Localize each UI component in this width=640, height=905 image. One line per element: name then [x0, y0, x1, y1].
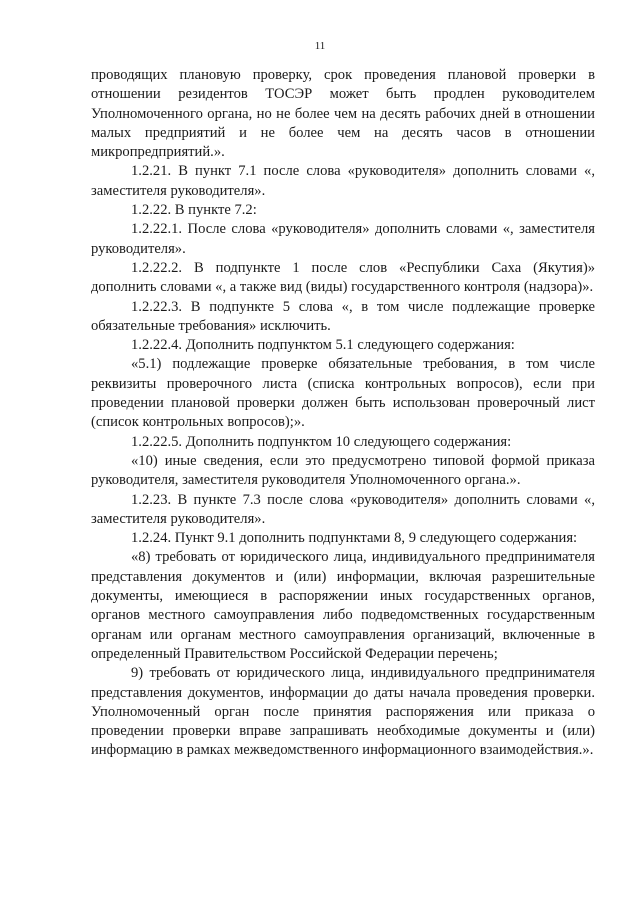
paragraph-quote-10: «10) иные сведения, если это предусмотрено типовой формой приказа руководителя, заместителя руководителя Уполномоченного органа.».	[91, 452, 595, 489]
paragraph-item-9: 9) требовать от юридического лица, индивидуального предпринимателя представления документов, информации до даты начала проведения проверки. Уполномоченный орган после принятия распоряжения или приказа о проведении проверки вправе запрашивать необходимые документы и (или) информацию в рамках межведомственного информационного взаимодействия.».	[91, 665, 595, 759]
paragraph-1-2-22-5: 1.2.22.5. Дополнить подпунктом 10 следующего содержания:	[131, 433, 512, 450]
paragraph-1-2-22-3: 1.2.22.3. В подпункте 5 слова «, в том числе подлежащие проверке обязательные требования» исключить.	[91, 298, 595, 334]
paragraph-1-2-22-2: 1.2.22.2. В подпункте 1 после слов «Республики Саха (Якутия)» дополнить словами «, а также вид (виды) государственного контроля (надзора)».	[91, 259, 595, 296]
paragraph-1-2-21: 1.2.21. В пункт 7.1 после слова «руководителя» дополнить словами «, заместителя руководителя».	[91, 163, 595, 199]
paragraph-continuation: проводящих плановую проверку, срок проведения плановой проверки в отношении резидентов ТОСЭР может быть продлен руководителем Уполномоченного органа, но не более чем на десять рабочих дней в отношении малых предприятий и не более чем на десять часов в отношении микропредприятий.».	[91, 67, 595, 161]
paragraph-1-2-23: 1.2.23. В пункте 7.3 после слова «руководителя» дополнить словами «, заместителя руководителя».	[91, 491, 595, 527]
paragraph-quote-8: «8) требовать от юридического лица, индивидуального предпринимателя представления документов и (или) информации, включая разрешительные документы, имеющиеся в распоряжении иных государственных органов, органов местного самоуправления либо подведомственных государственным органам или органам местного самоуправления организаций, включенные в определенный Правительством Российской Федерации перечень;	[91, 549, 595, 662]
paragraph-1-2-22-1: 1.2.22.1. После слова «руководителя» дополнить словами «, заместителя руководителя».	[91, 221, 595, 257]
page-number: 11	[314, 40, 326, 52]
paragraph-1-2-24: 1.2.24. Пункт 9.1 дополнить подпунктами 8, 9 следующего содержания:	[131, 530, 578, 547]
paragraph-1-2-22: 1.2.22. В пункте 7.2:	[131, 202, 257, 219]
paragraph-1-2-22-4: 1.2.22.4. Дополнить подпунктом 5.1 следующего содержания:	[131, 337, 515, 354]
paragraph-quote-5-1: «5.1) подлежащие проверке обязательные требования, в том числе реквизиты проверочного листа (списка контрольных вопросов), если при проведении плановой проверки должен быть использован проверочный лист (список контрольных вопросов);».	[91, 356, 595, 431]
document-body	[91, 66, 595, 761]
